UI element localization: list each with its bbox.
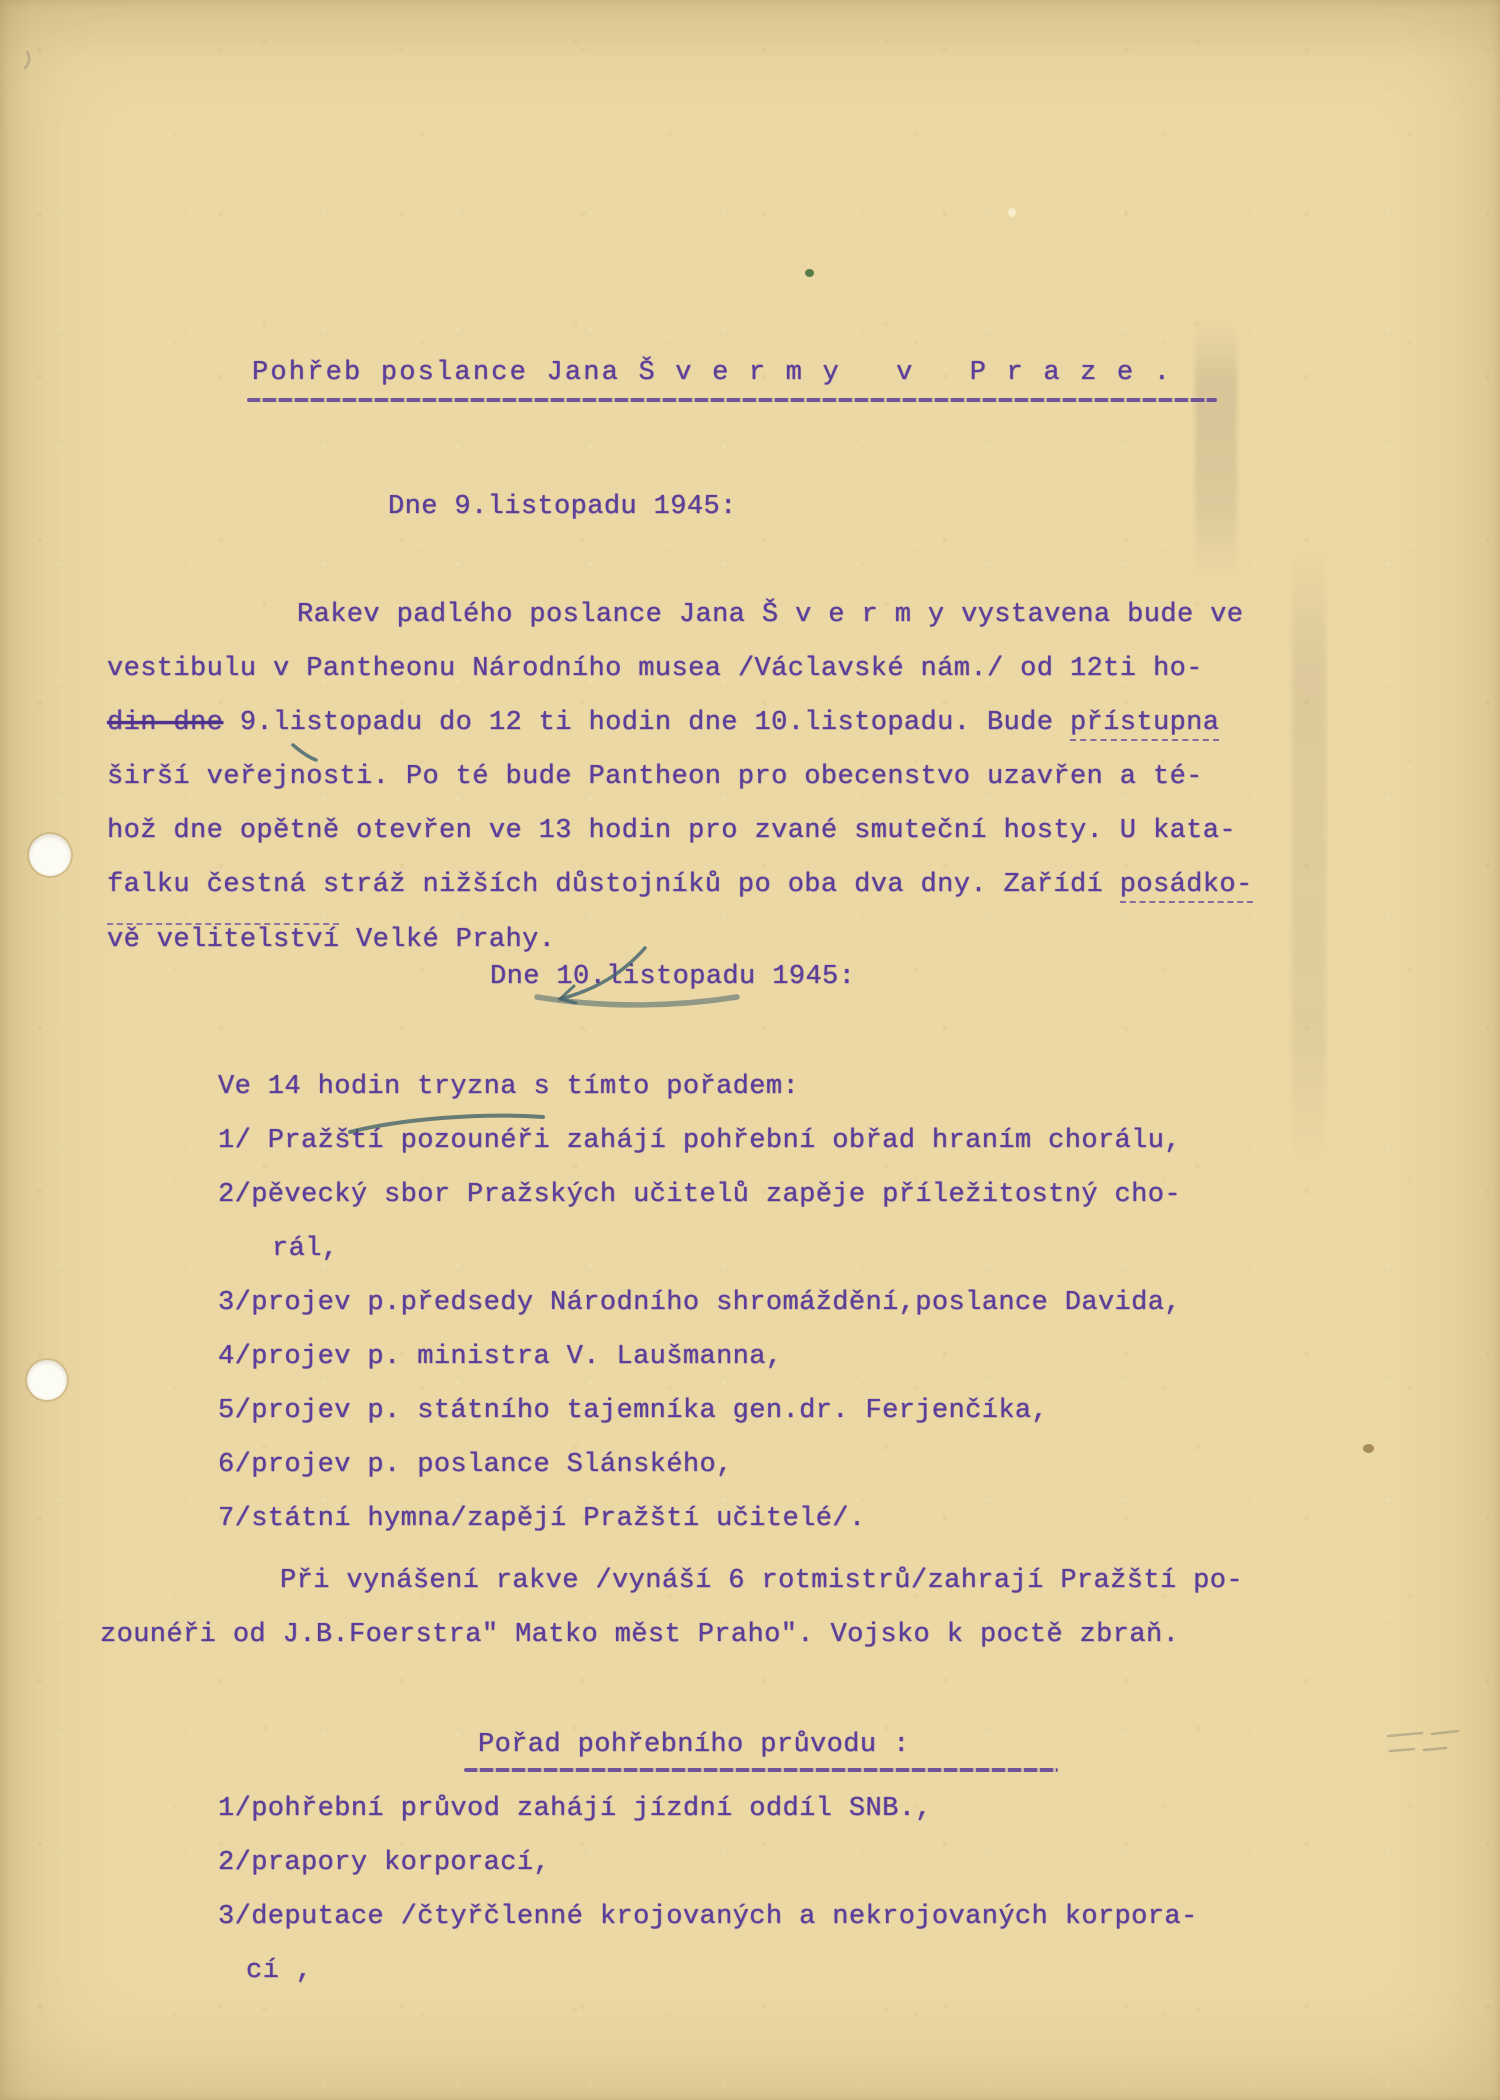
paragraph1-line1: Rakev padlého poslance Jana Š v e r m y vystavena bude ve <box>297 600 1244 630</box>
paragraph1-line7 <box>107 925 555 955</box>
heading-10-november: Dne 10.listopadu 1945: <box>490 962 856 992</box>
underlined-posadko: posádko- <box>1120 870 1253 903</box>
paragraph1-line7-rest: Velké Prahy. <box>339 925 556 955</box>
program-item-1: 1/ Pražští pozounéři zahájí pohřební obřad hraním chorálu, <box>218 1126 1181 1156</box>
paragraph1-line3 <box>107 708 1219 738</box>
title-underline <box>247 398 1217 402</box>
scan-streak-right-top <box>1195 320 1237 580</box>
punch-hole-top <box>29 834 71 876</box>
heading-9-november: Dne 9.listopadu 1945: <box>388 492 737 522</box>
paragraph1-line2: vestibulu v Pantheonu Národního musea /Václavské nám./ od 12ti ho- <box>107 654 1203 684</box>
overlined-ve-velitelstvi: vě velitelství <box>107 925 340 955</box>
paragraph1-line6 <box>107 870 1253 900</box>
program-item-2-continuation: rál, <box>272 1234 339 1264</box>
program-item-4: 4/projev p. ministra V. Laušmanna, <box>218 1342 783 1372</box>
program-intro: Ve 14 hodin tryzna s tímto pořadem: <box>218 1072 800 1102</box>
pen-underline-dne-10 <box>537 997 737 1005</box>
green-speck <box>805 269 814 277</box>
punch-hole-bottom <box>27 1360 67 1400</box>
procession-item-2: 2/prapory korporací, <box>218 1848 551 1878</box>
procession-item-1: 1/pohřební průvod zahájí jízdní oddíl SNB., <box>218 1794 932 1824</box>
heading-procession: Pořad pohřebního průvodu : <box>478 1730 910 1760</box>
pencil-scribble-top-left <box>25 52 29 68</box>
pencil-scribbles-right-of-heading <box>1388 1731 1458 1751</box>
paragraph1-line3-mid: 9.listopadu do 12 ti hodin dne 10.listopadu. Bude <box>223 708 1070 738</box>
paragraph2-line2: zounéři od J.B.Foerstra" Matko měst Praho". Vojsko k poctě zbraň. <box>100 1620 1180 1650</box>
paragraph1-line6-main: falku čestná stráž nižších důstojníků po oba dva dny. Zařídí <box>107 870 1120 900</box>
paragraph1-line5: hož dne opětně otevřen ve 13 hodin pro zvané smuteční hosty. U kata- <box>107 816 1236 846</box>
program-item-7: 7/státní hymna/zapějí Pražští učitelé/. <box>218 1504 866 1534</box>
struck-text: din dne <box>107 708 224 738</box>
program-item-2: 2/pěvecký sbor Pražských učitelů zapěje příležitostný cho- <box>218 1180 1181 1210</box>
scan-streak-right-mid <box>1292 545 1326 1165</box>
program-item-6: 6/projev p. poslance Slánského, <box>218 1450 733 1480</box>
paragraph1-line4: širší veřejnosti. Po té bude Pantheon pro obecenstvo uzavřen a té- <box>107 762 1203 792</box>
underlined-pristupna: přístupna <box>1070 708 1219 741</box>
paper-fleck-light <box>1008 208 1016 217</box>
document-title: Pohřeb poslance Jana Š v e r m y v P r a z e . <box>252 358 1173 388</box>
paper-speck <box>1363 1444 1374 1453</box>
program-item-3: 3/projev p.předsedy Národního shromáždění,poslance Davida, <box>218 1288 1181 1318</box>
procession-item-3-continuation: cí , <box>246 1956 313 1986</box>
pen-tick-under-9-listopadu <box>293 745 316 760</box>
paragraph2-line1: Při vynášení rakve /vynáší 6 rotmistrů/zahrají Pražští po- <box>280 1566 1243 1596</box>
program-item-5: 5/projev p. státního tajemníka gen.dr. Ferjenčíka, <box>218 1396 1049 1426</box>
procession-heading-underline <box>464 1768 1058 1772</box>
procession-item-3: 3/deputace /čtyřčlenné krojovaných a nekrojovaných korpora- <box>218 1902 1198 1932</box>
